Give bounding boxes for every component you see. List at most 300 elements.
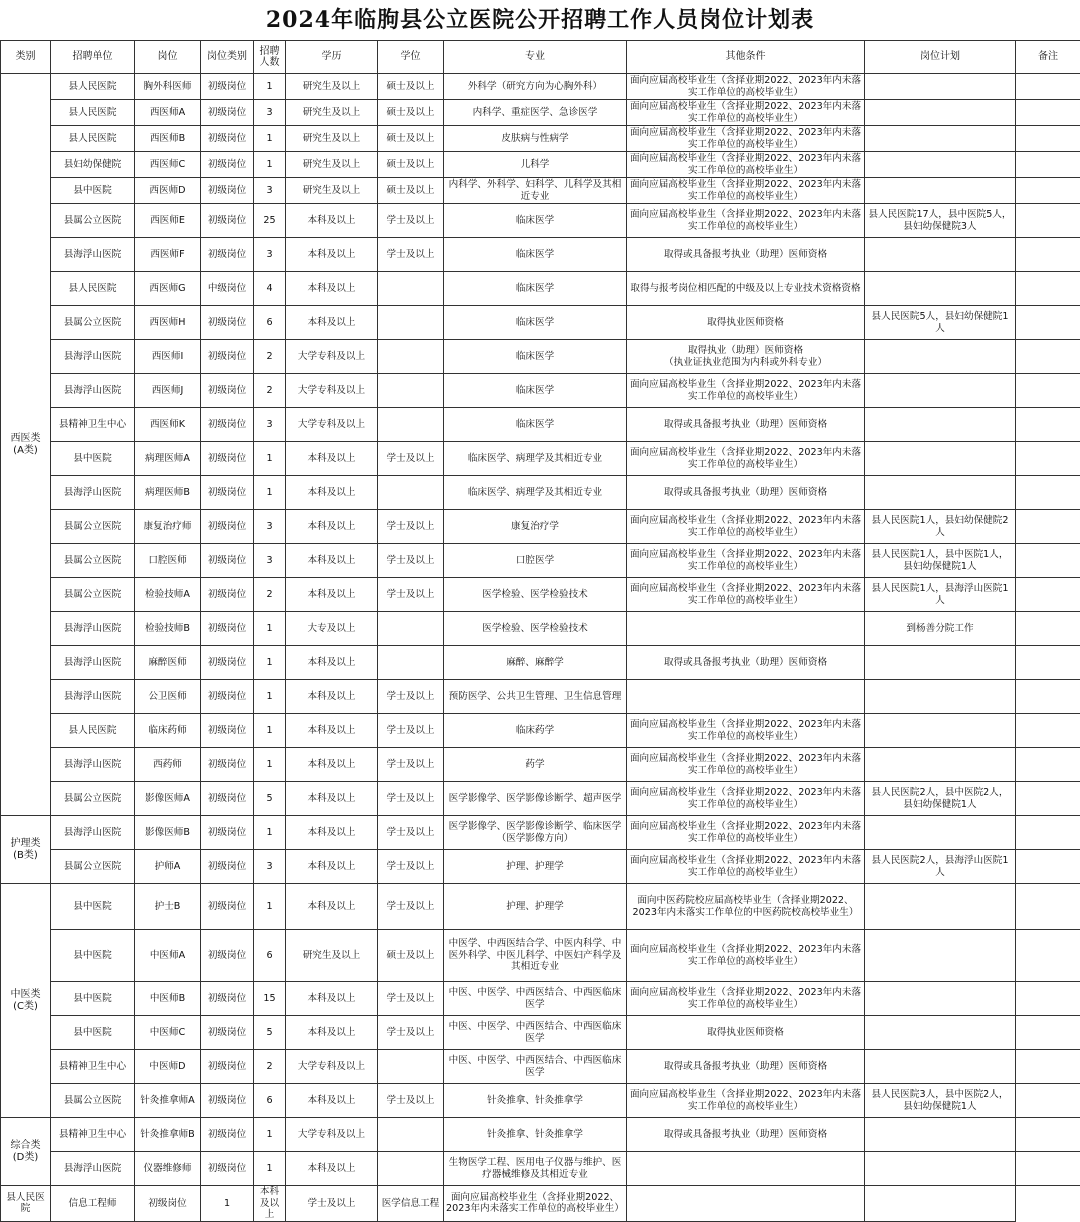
table-body xyxy=(1,74,1080,1222)
post-cell: 麻醉医师 xyxy=(135,646,201,680)
table-row xyxy=(1,74,1080,100)
major-cell: 皮肤病与性病学 xyxy=(444,126,627,152)
post-cell: 西医师J xyxy=(135,374,201,408)
education-cell: 大学专科及以上 xyxy=(286,374,378,408)
count-cell: 2 xyxy=(254,1050,286,1084)
count-cell: 3 xyxy=(254,850,286,884)
notes-cell xyxy=(1016,646,1080,680)
notes-cell xyxy=(1016,306,1080,340)
unit-cell: 县精神卫生中心 xyxy=(51,408,135,442)
table-row xyxy=(1,714,1080,748)
major-cell: 医学信息工程 xyxy=(378,1186,444,1222)
page-title: 2024年临朐县公立医院公开招聘工作人员岗位计划表 xyxy=(0,0,1080,40)
education-cell: 本科及以上 xyxy=(286,476,378,510)
unit-cell: 县海浮山医院 xyxy=(51,816,135,850)
count-cell: 6 xyxy=(254,1084,286,1118)
plan-cell xyxy=(865,930,1016,982)
post-cell: 病理医师A xyxy=(135,442,201,476)
notes-cell xyxy=(1016,204,1080,238)
conditions-cell: 面向应届高校毕业生（含择业期2022、2023年内未落实工作单位的高校毕业生） xyxy=(627,930,865,982)
degree-cell: 学士及以上 xyxy=(378,544,444,578)
post-cell: 西医师H xyxy=(135,306,201,340)
post-type-cell: 初级岗位 xyxy=(201,178,254,204)
post-cell: 口腔医师 xyxy=(135,544,201,578)
major-cell: 临床医学 xyxy=(444,408,627,442)
post-type-cell: 初级岗位 xyxy=(201,100,254,126)
count-cell: 1 xyxy=(254,680,286,714)
education-cell: 大专及以上 xyxy=(286,612,378,646)
degree-cell: 学士及以上 xyxy=(378,850,444,884)
education-cell: 本科及以上 xyxy=(286,510,378,544)
count-cell: 1 xyxy=(254,442,286,476)
plan-cell xyxy=(865,476,1016,510)
post-type-cell: 初级岗位 xyxy=(201,476,254,510)
count-cell: 1 xyxy=(254,714,286,748)
plan-cell xyxy=(865,126,1016,152)
table-header-row xyxy=(1,41,1080,74)
unit-cell: 县属公立医院 xyxy=(51,850,135,884)
notes-cell xyxy=(1016,442,1080,476)
degree-cell: 硕士及以上 xyxy=(378,74,444,100)
degree-cell: 学士及以上 xyxy=(378,816,444,850)
unit-cell: 县属公立医院 xyxy=(51,510,135,544)
unit-cell: 县精神卫生中心 xyxy=(51,1050,135,1084)
major-cell: 中医、中医学、中西医结合、中西医临床医学 xyxy=(444,982,627,1016)
table-row xyxy=(1,238,1080,272)
conditions-cell: 面向应届高校毕业生（含择业期2022、2023年内未落实工作单位的高校毕业生） xyxy=(627,442,865,476)
unit-cell: 县人民医院 xyxy=(51,100,135,126)
count-cell: 1 xyxy=(254,152,286,178)
post-type-cell: 初级岗位 xyxy=(201,930,254,982)
table-row xyxy=(1,782,1080,816)
post-cell: 影像医师B xyxy=(135,816,201,850)
post-cell: 影像医师A xyxy=(135,782,201,816)
post-cell: 中医师A xyxy=(135,930,201,982)
post-cell: 病理医师B xyxy=(135,476,201,510)
post-type-cell: 初级岗位 xyxy=(201,204,254,238)
table-row xyxy=(1,680,1080,714)
unit-cell: 县人民医院 xyxy=(1,1186,51,1222)
table-row xyxy=(1,1152,1080,1186)
count-cell: 3 xyxy=(254,544,286,578)
post-cell: 西医师G xyxy=(135,272,201,306)
unit-cell: 县中医院 xyxy=(51,930,135,982)
unit-cell: 县海浮山医院 xyxy=(51,646,135,680)
post-cell: 针灸推拿师A xyxy=(135,1084,201,1118)
conditions-cell xyxy=(627,680,865,714)
notes-cell xyxy=(1016,238,1080,272)
count-cell: 1 xyxy=(254,884,286,930)
notes-cell xyxy=(1016,982,1080,1016)
unit-cell: 县海浮山医院 xyxy=(51,748,135,782)
degree-cell: 学士及以上 xyxy=(378,1084,444,1118)
plan-cell xyxy=(865,680,1016,714)
unit-cell: 县中医院 xyxy=(51,442,135,476)
unit-cell: 县海浮山医院 xyxy=(51,374,135,408)
notes-cell xyxy=(1016,1050,1080,1084)
unit-header: 招聘单位 xyxy=(51,41,135,74)
count-cell: 1 xyxy=(254,1152,286,1186)
major-cell: 中医、中医学、中西医结合、中西医临床医学 xyxy=(444,1016,627,1050)
degree-cell: 学士及以上 xyxy=(378,442,444,476)
post-cell: 信息工程师 xyxy=(51,1186,135,1222)
unit-cell: 县海浮山医院 xyxy=(51,476,135,510)
unit-cell: 县海浮山医院 xyxy=(51,238,135,272)
major-cell: 医学检验、医学检验技术 xyxy=(444,578,627,612)
notes-cell xyxy=(1016,544,1080,578)
major-cell: 临床医学、病理学及其相近专业 xyxy=(444,442,627,476)
count-cell: 2 xyxy=(254,578,286,612)
post-type-cell: 初级岗位 xyxy=(201,152,254,178)
table-row xyxy=(1,816,1080,850)
education-cell: 大学专科及以上 xyxy=(286,408,378,442)
degree-cell: 硕士及以上 xyxy=(378,126,444,152)
table-row xyxy=(1,930,1080,982)
conditions-cell: 面向应届高校毕业生（含择业期2022、2023年内未落实工作单位的高校毕业生） xyxy=(627,982,865,1016)
unit-cell: 县中医院 xyxy=(51,1016,135,1050)
count-header: 招聘人数 xyxy=(254,41,286,74)
post-type-cell: 初级岗位 xyxy=(201,442,254,476)
conditions-cell: 取得或具备报考执业（助理）医师资格 xyxy=(627,1118,865,1152)
major-cell: 临床医学、病理学及其相近专业 xyxy=(444,476,627,510)
table-row xyxy=(1,982,1080,1016)
count-cell: 3 xyxy=(254,100,286,126)
conditions-cell: 面向应届高校毕业生（含择业期2022、2023年内未落实工作单位的高校毕业生） xyxy=(627,714,865,748)
degree-cell: 硕士及以上 xyxy=(378,100,444,126)
education-cell: 本科及以上 xyxy=(286,850,378,884)
table-row xyxy=(1,510,1080,544)
unit-cell: 县属公立医院 xyxy=(51,578,135,612)
conditions-cell: 面向应届高校毕业生（含择业期2022、2023年内未落实工作单位的高校毕业生） xyxy=(627,544,865,578)
notes-cell xyxy=(1016,816,1080,850)
plan-cell xyxy=(865,374,1016,408)
major-cell: 内科学、重症医学、急诊医学 xyxy=(444,100,627,126)
notes-cell xyxy=(1016,340,1080,374)
notes-cell xyxy=(1016,1084,1080,1118)
degree-cell xyxy=(378,340,444,374)
notes-cell xyxy=(1016,74,1080,100)
education-cell: 本科及以上 xyxy=(286,1084,378,1118)
education-cell: 大学专科及以上 xyxy=(286,1118,378,1152)
education-cell: 本科及以上 xyxy=(286,884,378,930)
post-type-cell: 初级岗位 xyxy=(201,982,254,1016)
post-cell: 西医师K xyxy=(135,408,201,442)
conditions-cell xyxy=(627,1152,865,1186)
post-cell: 检验技师A xyxy=(135,578,201,612)
notes-cell xyxy=(1016,748,1080,782)
category-cell: 综合类 (D类) xyxy=(1,1118,51,1186)
education-cell: 本科及以上 xyxy=(286,442,378,476)
plan-cell: 县人民医院1人，县海浮山医院1人 xyxy=(865,578,1016,612)
table-row xyxy=(1,1186,1080,1222)
plan-cell: 县人民医院2人，县中医院2人，县妇幼保健院1人 xyxy=(865,782,1016,816)
count-cell: 6 xyxy=(254,930,286,982)
plan-cell: 县人民医院3人，县中医院2人，县妇幼保健院1人 xyxy=(865,1084,1016,1118)
post-cell: 公卫医师 xyxy=(135,680,201,714)
education-cell: 研究生及以上 xyxy=(286,178,378,204)
conditions-cell: 面向应届高校毕业生（含择业期2022、2023年内未落实工作单位的高校毕业生） xyxy=(627,510,865,544)
education-cell: 研究生及以上 xyxy=(286,126,378,152)
education-cell: 本科及以上 xyxy=(286,646,378,680)
post-cell: 中医师C xyxy=(135,1016,201,1050)
major-cell: 儿科学 xyxy=(444,152,627,178)
degree-cell: 学士及以上 xyxy=(378,578,444,612)
table-row xyxy=(1,126,1080,152)
table-row xyxy=(1,306,1080,340)
conditions-cell: 取得或具备报考执业（助理）医师资格 xyxy=(627,1050,865,1084)
major-cell: 口腔医学 xyxy=(444,544,627,578)
unit-cell: 县属公立医院 xyxy=(51,782,135,816)
conditions-header: 其他条件 xyxy=(627,41,865,74)
unit-cell: 县海浮山医院 xyxy=(51,1152,135,1186)
post-header: 岗位 xyxy=(135,41,201,74)
degree-cell xyxy=(378,476,444,510)
education-cell: 研究生及以上 xyxy=(286,152,378,178)
table-row xyxy=(1,178,1080,204)
notes-cell xyxy=(1016,374,1080,408)
table-row xyxy=(1,1016,1080,1050)
notes-cell xyxy=(1016,884,1080,930)
education-cell: 本科及以上 xyxy=(286,306,378,340)
major-cell: 临床医学 xyxy=(444,306,627,340)
post-type-cell: 初级岗位 xyxy=(135,1186,201,1222)
post-cell: 胸外科医师 xyxy=(135,74,201,100)
post-cell: 康复治疗师 xyxy=(135,510,201,544)
degree-header: 学位 xyxy=(378,41,444,74)
degree-cell: 学士及以上 xyxy=(378,204,444,238)
degree-cell xyxy=(378,408,444,442)
notes-cell xyxy=(1016,408,1080,442)
table-row xyxy=(1,442,1080,476)
post-type-cell: 初级岗位 xyxy=(201,884,254,930)
table-row xyxy=(1,884,1080,930)
education-cell: 本科及以上 xyxy=(286,1152,378,1186)
post-cell: 护士B xyxy=(135,884,201,930)
unit-cell: 县人民医院 xyxy=(51,714,135,748)
major-cell: 临床医学 xyxy=(444,204,627,238)
post-cell: 西医师D xyxy=(135,178,201,204)
education-cell: 研究生及以上 xyxy=(286,74,378,100)
table-row xyxy=(1,272,1080,306)
post-cell: 中医师D xyxy=(135,1050,201,1084)
post-type-header: 岗位类别 xyxy=(201,41,254,74)
count-cell: 3 xyxy=(254,178,286,204)
conditions-cell: 面向应届高校毕业生（含择业期2022、2023年内未落实工作单位的高校毕业生） xyxy=(627,782,865,816)
plan-cell xyxy=(865,1016,1016,1050)
unit-cell: 县人民医院 xyxy=(51,272,135,306)
education-cell: 本科及以上 xyxy=(286,204,378,238)
conditions-cell: 面向应届高校毕业生（含择业期2022、2023年内未落实工作单位的高校毕业生） xyxy=(627,178,865,204)
major-cell: 医学影像学、医学影像诊断学、超声医学 xyxy=(444,782,627,816)
plan-cell xyxy=(865,816,1016,850)
plan-cell xyxy=(865,1152,1016,1186)
education-cell: 本科及以上 xyxy=(286,544,378,578)
degree-cell xyxy=(378,306,444,340)
post-type-cell: 初级岗位 xyxy=(201,1084,254,1118)
major-cell: 针灸推拿、针灸推拿学 xyxy=(444,1084,627,1118)
notes-cell xyxy=(1016,272,1080,306)
category-header: 类别 xyxy=(1,41,51,74)
education-cell: 本科及以上 xyxy=(286,1016,378,1050)
table-row xyxy=(1,544,1080,578)
conditions-cell: 取得执业（助理）医师资格 （执业证执业范围为内科或外科专业） xyxy=(627,340,865,374)
education-cell: 本科及以上 xyxy=(286,982,378,1016)
plan-header: 岗位计划 xyxy=(865,41,1016,74)
post-cell: 西医师C xyxy=(135,152,201,178)
category-cell: 西医类 (A类) xyxy=(1,74,51,816)
unit-cell: 县妇幼保健院 xyxy=(51,152,135,178)
count-cell: 2 xyxy=(254,340,286,374)
degree-cell: 学士及以上 xyxy=(378,1016,444,1050)
post-type-cell: 初级岗位 xyxy=(201,306,254,340)
unit-cell: 县精神卫生中心 xyxy=(51,1118,135,1152)
post-cell: 中医师B xyxy=(135,982,201,1016)
major-cell: 临床医学 xyxy=(444,238,627,272)
degree-cell: 硕士及以上 xyxy=(378,152,444,178)
conditions-cell: 面向中医药院校应届高校毕业生（含择业期2022、2023年内未落实工作单位的中医药院校高校毕业生） xyxy=(627,884,865,930)
major-cell: 麻醉、麻醉学 xyxy=(444,646,627,680)
degree-cell: 学士及以上 xyxy=(378,748,444,782)
conditions-cell: 面向应届高校毕业生（含择业期2022、2023年内未落实工作单位的高校毕业生） xyxy=(627,578,865,612)
plan-cell: 县人民医院5人，县妇幼保健院1人 xyxy=(865,306,1016,340)
education-cell: 本科及以上 xyxy=(286,714,378,748)
conditions-cell: 面向应届高校毕业生（含择业期2022、2023年内未落实工作单位的高校毕业生） xyxy=(627,850,865,884)
conditions-cell: 面向应届高校毕业生（含择业期2022、2023年内未落实工作单位的高校毕业生） xyxy=(627,74,865,100)
count-cell: 4 xyxy=(254,272,286,306)
category-cell: 护理类 (B类) xyxy=(1,816,51,884)
post-type-cell: 初级岗位 xyxy=(201,748,254,782)
table-row xyxy=(1,1050,1080,1084)
notes-cell xyxy=(1016,1118,1080,1152)
post-type-cell: 中级岗位 xyxy=(201,272,254,306)
table-row xyxy=(1,204,1080,238)
degree-cell: 学士及以上 xyxy=(378,884,444,930)
post-type-cell: 初级岗位 xyxy=(201,1118,254,1152)
post-cell: 西医师B xyxy=(135,126,201,152)
plan-cell xyxy=(865,100,1016,126)
notes-cell xyxy=(1016,178,1080,204)
major-cell: 针灸推拿、针灸推拿学 xyxy=(444,1118,627,1152)
education-cell: 本科及以上 xyxy=(286,238,378,272)
conditions-cell: 面向应届高校毕业生（含择业期2022、2023年内未落实工作单位的高校毕业生） xyxy=(627,152,865,178)
major-cell: 康复治疗学 xyxy=(444,510,627,544)
degree-cell: 学士及以上 xyxy=(378,982,444,1016)
post-type-cell: 初级岗位 xyxy=(201,1050,254,1084)
major-header: 专业 xyxy=(444,41,627,74)
count-cell: 15 xyxy=(254,982,286,1016)
unit-cell: 县属公立医院 xyxy=(51,204,135,238)
degree-cell: 硕士及以上 xyxy=(378,178,444,204)
unit-cell: 县人民医院 xyxy=(51,74,135,100)
major-cell: 临床医学 xyxy=(444,340,627,374)
degree-cell: 硕士及以上 xyxy=(378,930,444,982)
notes-cell xyxy=(1016,714,1080,748)
conditions-cell: 面向应届高校毕业生（含择业期2022、2023年内未落实工作单位的高校毕业生） xyxy=(627,374,865,408)
notes-cell xyxy=(1016,100,1080,126)
education-cell: 研究生及以上 xyxy=(286,930,378,982)
post-type-cell: 初级岗位 xyxy=(201,646,254,680)
conditions-cell: 面向应届高校毕业生（含择业期2022、2023年内未落实工作单位的高校毕业生） xyxy=(627,126,865,152)
post-type-cell: 初级岗位 xyxy=(201,340,254,374)
count-cell: 5 xyxy=(254,1016,286,1050)
degree-cell: 学士及以上 xyxy=(378,680,444,714)
degree-cell xyxy=(378,374,444,408)
education-cell: 本科及以上 xyxy=(286,680,378,714)
plan-cell xyxy=(865,408,1016,442)
unit-cell: 县海浮山医院 xyxy=(51,340,135,374)
degree-cell: 学士及以上 xyxy=(378,238,444,272)
table-row xyxy=(1,374,1080,408)
notes-cell xyxy=(1016,126,1080,152)
education-cell: 本科及以上 xyxy=(254,1186,286,1222)
count-cell: 1 xyxy=(254,646,286,680)
plan-cell xyxy=(865,748,1016,782)
table-row xyxy=(1,1084,1080,1118)
notes-cell xyxy=(1016,152,1080,178)
conditions-cell: 面向应届高校毕业生（含择业期2022、2023年内未落实工作单位的高校毕业生） xyxy=(627,204,865,238)
major-cell: 中医、中医学、中西医结合、中西医临床医学 xyxy=(444,1050,627,1084)
plan-cell xyxy=(865,340,1016,374)
degree-cell xyxy=(378,272,444,306)
plan-cell: 县人民医院17人，县中医院5人，县妇幼保健院3人 xyxy=(865,204,1016,238)
notes-cell xyxy=(1016,578,1080,612)
conditions-cell: 面向应届高校毕业生（含择业期2022、2023年内未落实工作单位的高校毕业生） xyxy=(627,1084,865,1118)
unit-cell: 县海浮山医院 xyxy=(51,680,135,714)
unit-cell: 县属公立医院 xyxy=(51,544,135,578)
education-cell: 本科及以上 xyxy=(286,578,378,612)
table-row xyxy=(1,408,1080,442)
post-type-cell: 初级岗位 xyxy=(201,714,254,748)
degree-cell xyxy=(378,1118,444,1152)
table-row xyxy=(1,1118,1080,1152)
major-cell: 临床药学 xyxy=(444,714,627,748)
post-cell: 护师A xyxy=(135,850,201,884)
post-cell: 针灸推拿师B xyxy=(135,1118,201,1152)
post-type-cell: 初级岗位 xyxy=(201,238,254,272)
plan-cell xyxy=(865,178,1016,204)
post-type-cell: 初级岗位 xyxy=(201,782,254,816)
conditions-cell: 取得或具备报考执业（助理）医师资格 xyxy=(627,238,865,272)
degree-cell: 学士及以上 xyxy=(378,714,444,748)
notes-cell xyxy=(1016,782,1080,816)
table-row xyxy=(1,100,1080,126)
plan-cell: 县人民医院1人，县中医院1人，县妇幼保健院1人 xyxy=(865,544,1016,578)
count-cell: 1 xyxy=(254,1118,286,1152)
table-row xyxy=(1,578,1080,612)
count-cell: 3 xyxy=(254,408,286,442)
major-cell: 生物医学工程、医用电子仪器与维护、医疗器械维修及其相近专业 xyxy=(444,1152,627,1186)
conditions-cell: 取得与报考岗位相匹配的中级及以上专业技术资格资格 xyxy=(627,272,865,306)
post-type-cell: 初级岗位 xyxy=(201,126,254,152)
degree-cell xyxy=(378,612,444,646)
plan-cell: 到杨善分院工作 xyxy=(865,612,1016,646)
count-cell: 25 xyxy=(254,204,286,238)
recruitment-table xyxy=(0,40,1080,1222)
major-cell: 药学 xyxy=(444,748,627,782)
unit-cell: 县属公立医院 xyxy=(51,1084,135,1118)
notes-cell xyxy=(865,1186,1016,1222)
count-cell: 1 xyxy=(201,1186,254,1222)
post-cell: 临床药师 xyxy=(135,714,201,748)
count-cell: 1 xyxy=(254,612,286,646)
conditions-cell: 面向应届高校毕业生（含择业期2022、2023年内未落实工作单位的高校毕业生） xyxy=(627,100,865,126)
post-cell: 仪器维修师 xyxy=(135,1152,201,1186)
unit-cell: 县中医院 xyxy=(51,178,135,204)
plan-cell xyxy=(865,272,1016,306)
plan-cell xyxy=(865,152,1016,178)
unit-cell: 县人民医院 xyxy=(51,126,135,152)
plan-cell xyxy=(865,1050,1016,1084)
